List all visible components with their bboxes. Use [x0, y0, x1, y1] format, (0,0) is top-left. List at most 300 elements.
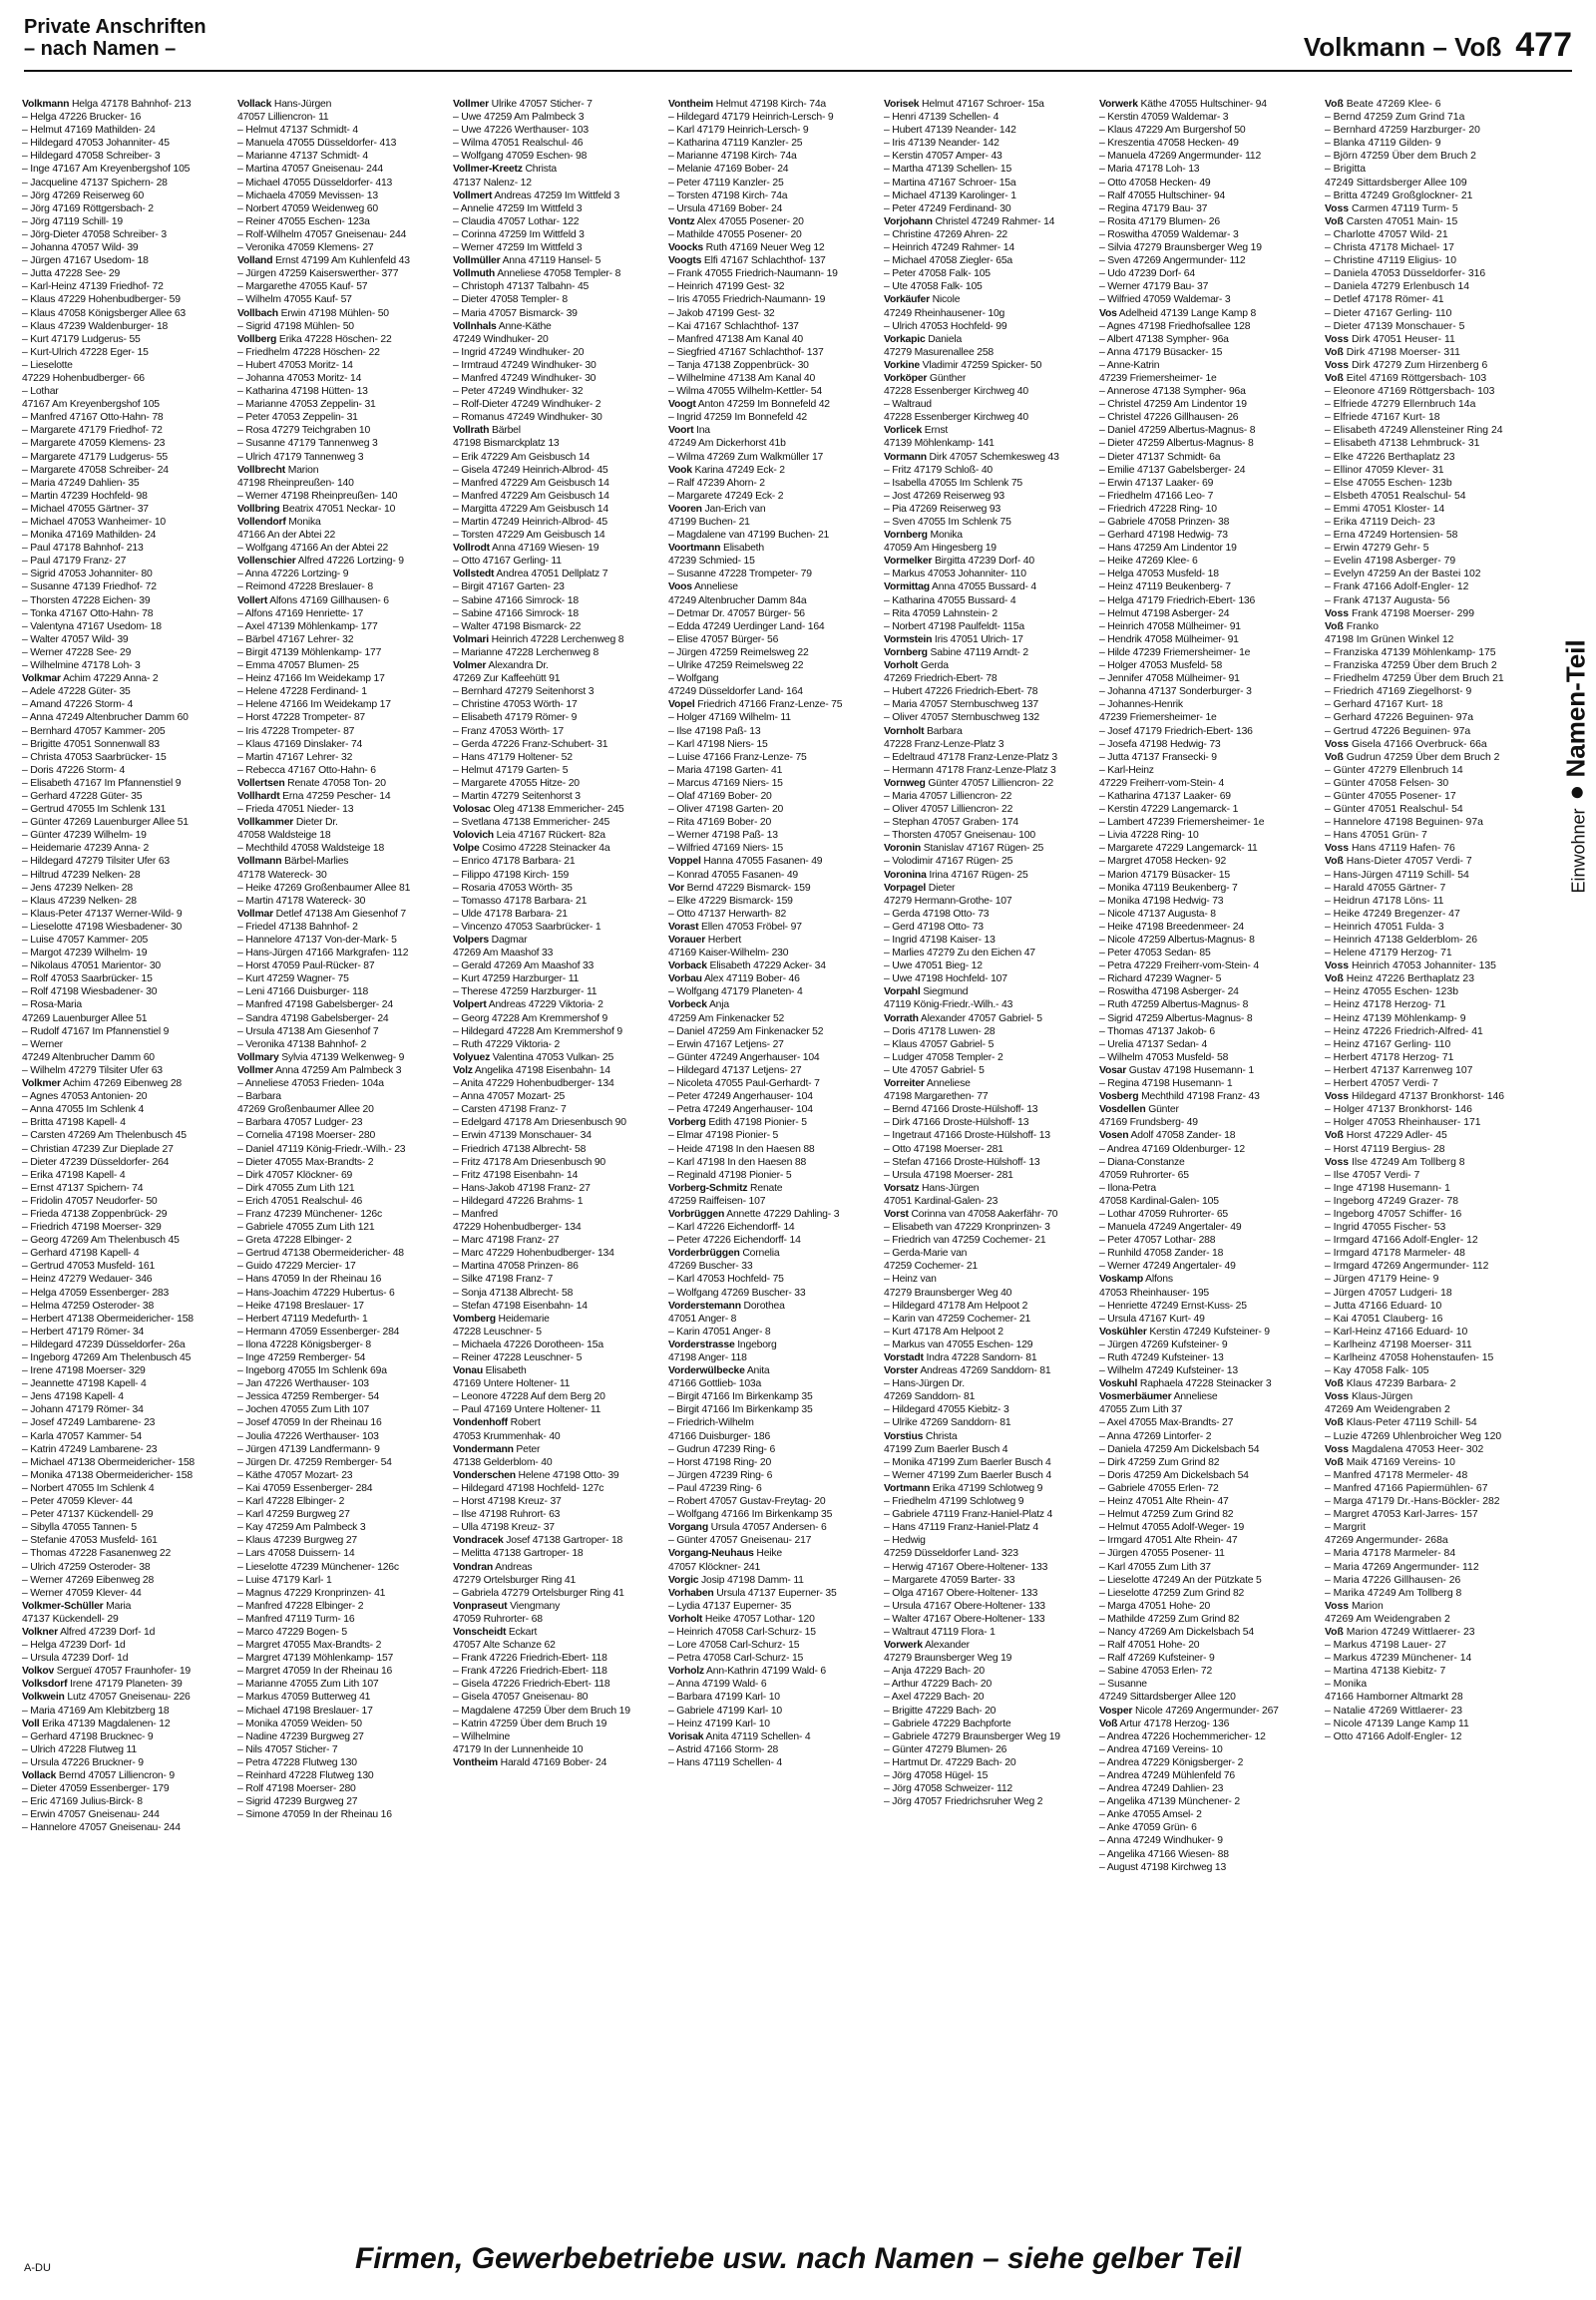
directory-entry: – Magnus 47229 Kronprinzen- 41	[237, 1587, 386, 1599]
directory-entry: – Manfred 47229 Am Geisbusch 14	[453, 477, 609, 489]
directory-entry: – Klaus 47229 Hohenbudberger- 59	[22, 294, 181, 306]
directory-entry: – Rosa 47279 Teichgraben 10	[237, 425, 371, 437]
directory-entry: – Gerald 47269 Am Maashof 33	[453, 960, 595, 972]
directory-entry: – Marianne 47198 Kirch- 74a	[668, 151, 797, 163]
directory-entry: – Uwe 47259 Am Palmbeck 3	[453, 112, 585, 124]
directory-entry: – Marlies 47279 Zu den Eichen 47	[884, 948, 1035, 959]
directory-entry: – Jennifer 47058 Mülheimer- 91	[1099, 673, 1240, 685]
directory-entry: – Magdalene 47259 Über dem Bruch 19	[453, 1705, 630, 1717]
directory-entry: – Roswitha 47059 Waldemar- 3	[1099, 228, 1239, 240]
directory-entry: – Peter 47249 Windhuker- 32	[453, 386, 584, 398]
directory-entry: – Hubert 47053 Moritz- 14	[237, 359, 353, 371]
directory-entry: Voß Horst 47229 Adler- 45	[1325, 1130, 1447, 1142]
directory-entry: – Vincenzo 47053 Saarbrücker- 1	[453, 921, 601, 933]
directory-entry: – Manfred	[453, 1208, 498, 1220]
directory-entry: – Michael 47053 Wanheimer- 10	[22, 517, 166, 528]
directory-entry: – Claudia 47057 Lothar- 122	[453, 215, 580, 227]
directory-entry: – Hildegard 47179 Heinrich-Lersch- 9	[668, 112, 834, 124]
directory-entry: Voss Magdalena 47053 Heer- 302	[1325, 1443, 1484, 1455]
directory-entry: – Marianne 47137 Schmidt- 4	[237, 151, 368, 163]
directory-entry: – Anja 47229 Bach- 20	[884, 1666, 985, 1678]
directory-entry: – Klaus 47229 Am Burgershof 50	[1099, 125, 1246, 137]
directory-entry: – Jürgen 47139 Landfermann- 9	[237, 1443, 380, 1455]
directory-entry: – Wilfried 47059 Waldemar- 3	[1099, 294, 1231, 306]
directory-entry: – Manuela 47269 Angermunder- 112	[1099, 151, 1262, 163]
directory-entry: – Eric 47169 Julius-Birck- 8	[22, 1796, 143, 1808]
directory-entry: – Inge 47259 Remberger- 54	[237, 1352, 366, 1363]
directory-entry: – Peter 47249 Angerhauser- 104	[668, 1091, 813, 1103]
directory-entry: – Elfriede 47167 Kurt- 18	[1325, 412, 1440, 424]
directory-entry: – Heidemarie 47239 Anna- 2	[22, 843, 150, 855]
directory-entry: – Jürgen 47269 Kufsteiner- 9	[1099, 1339, 1228, 1350]
directory-entry: Voß Eitel 47169 Röttgersbach- 103	[1325, 372, 1487, 384]
directory-entry: 47053 Rheinhauser- 195	[1099, 1287, 1209, 1299]
directory-entry: – Erich 47051 Realschul- 46	[237, 1195, 363, 1207]
directory-entry: – Tonka 47167 Otto-Hahn- 78	[22, 607, 154, 619]
directory-entry: – Jan 47226 Werthauser- 103	[237, 1378, 369, 1390]
directory-entry: Volkov Sergueï 47057 Fraunhofer- 19	[22, 1666, 191, 1678]
directory-entry: – Ute 47057 Gabriel- 5	[884, 1064, 985, 1076]
directory-entry: – Nicole 47259 Albertus-Magnus- 8	[1099, 935, 1255, 946]
directory-entry: – Gertrud 47055 Im Schlenk 131	[22, 804, 167, 816]
directory-entry: – Oliver 47198 Garten- 20	[668, 804, 784, 816]
directory-entry: – Ingrid 47198 Kaiser- 13	[884, 935, 996, 946]
directory-entry: 47058 Kardinal-Galen- 105	[1099, 1195, 1219, 1207]
directory-entry: Vontz Alex 47055 Posener- 20	[668, 215, 804, 227]
directory-entry: – Josef 47249 Lambarene- 23	[22, 1417, 156, 1429]
directory-entry: – Petra 47249 Angerhauser- 104	[668, 1104, 813, 1116]
directory-entry: 47269 Angermunder- 268a	[1325, 1535, 1448, 1547]
directory-entry: Vollmert Andreas 47259 Im Wittfeld 3	[453, 190, 620, 201]
directory-entry: – Torsten 47229 Am Geisbusch 14	[453, 530, 605, 542]
directory-entry: – Peter 47137 Kückendell- 29	[22, 1509, 154, 1521]
directory-entry: Voss Carmen 47119 Turm- 5	[1325, 202, 1458, 214]
directory-entry: – Evelyn 47259 An der Bastei 102	[1325, 569, 1481, 580]
directory-entry: – Oliver 47057 Lilliencron- 22	[884, 804, 1013, 816]
directory-entry: – Gabriele 47119 Franz-Haniel-Platz 4	[884, 1509, 1053, 1521]
directory-entry: – Ingeborg 47249 Grazer- 78	[1325, 1195, 1459, 1207]
directory-entry: – Herwig 47167 Obere-Holtener- 133	[884, 1561, 1048, 1573]
directory-entry: Voss Gisela 47166 Overbruck- 66a	[1325, 738, 1487, 750]
directory-entry: – Ursula 47167 Obere-Holtener- 133	[884, 1600, 1045, 1612]
directory-entry: – Wolfgang 47269 Buscher- 33	[668, 1287, 806, 1299]
directory-entry: – Dieter 47239 Düsseldorfer- 264	[22, 1156, 170, 1168]
directory-entry: Vollmar Detlef 47138 Am Giesenhof 7	[237, 908, 406, 920]
directory-entry: – Martin 47279 Seitenhorst 3	[453, 790, 581, 802]
directory-entry: – Manuela 47055 Düsseldorfer- 413	[237, 138, 397, 150]
directory-entry: – Werner 47059 Klever- 44	[22, 1587, 142, 1599]
directory-entry: Vorholt Heike 47057 Lothar- 120	[668, 1613, 815, 1625]
directory-entry: Vollmer Anna 47259 Am Palmbeck 3	[237, 1064, 402, 1076]
directory-entry: – Sigrid 47053 Johanniter- 80	[22, 569, 153, 580]
directory-entry: – Ingrid 47259 Im Bonnefeld 42	[668, 412, 807, 424]
directory-entry: Vorgic Josip 47198 Damm- 11	[668, 1574, 804, 1586]
directory-entry: – Britta 47249 Großglockner- 21	[1325, 190, 1473, 201]
directory-entry: – Lieselotte 47259 Zum Grind 82	[1099, 1587, 1245, 1599]
directory-columns	[22, 98, 1309, 2242]
directory-entry: – Veronika 47138 Bahnhof- 2	[237, 1038, 367, 1050]
directory-entry: – Marco 47229 Bogen- 5	[237, 1626, 347, 1638]
directory-entry: – Michael 47058 Ziegler- 65a	[884, 255, 1012, 267]
column-5	[884, 98, 1093, 2242]
directory-entry: 47166 Hamborner Altmarkt 28	[1325, 1692, 1463, 1704]
directory-entry: – Josef 47179 Friedrich-Ebert- 136	[1099, 725, 1253, 737]
directory-entry: – Guido 47229 Mercier- 17	[237, 1261, 356, 1273]
directory-entry: – Otto 47058 Hecken- 49	[1099, 177, 1211, 189]
directory-entry: – Jürgen 47239 Ring- 6	[668, 1469, 773, 1481]
directory-entry: – Monika	[1325, 1679, 1368, 1691]
directory-entry: – Maria 47249 Dahlien- 35	[22, 477, 140, 489]
directory-entry: Vontheim Harald 47169 Bober- 24	[453, 1756, 607, 1768]
directory-entry: – Tomasso 47178 Barbara- 21	[453, 895, 588, 907]
directory-entry: – Friedrich van 47259 Cochemer- 21	[884, 1235, 1046, 1247]
directory-entry: – Karl 47198 In den Haesen 88	[668, 1156, 807, 1168]
directory-entry: – Herbert 47179 Römer- 34	[22, 1326, 145, 1338]
directory-entry: 47239 Friemersheimer- 1e	[1099, 712, 1217, 724]
directory-entry: – Günter 47239 Wilhelm- 19	[22, 830, 147, 842]
directory-entry: – Melanie 47169 Bober- 24	[668, 164, 789, 176]
directory-entry: – Ulde 47178 Barbara- 21	[453, 908, 568, 920]
directory-entry: – Elisabeth 47167 Im Pfannenstiel 9	[22, 777, 182, 789]
directory-entry: – Norbert 47055 Im Schlenk 4	[22, 1482, 155, 1494]
directory-entry: – Else 47055 Eschen- 123b	[1325, 477, 1452, 489]
directory-entry: – Helene 47179 Herzog- 71	[1325, 948, 1452, 959]
directory-entry: – Jörg 47058 Hügel- 15	[884, 1770, 989, 1781]
directory-entry: Vorlicek Ernst	[884, 425, 949, 437]
directory-entry: – Horst 47119 Bergius- 28	[1325, 1143, 1445, 1155]
directory-entry: 47249 Sittardsberger Allee 120	[1099, 1692, 1236, 1704]
directory-entry: Vorster Andreas 47269 Sanddorn- 81	[884, 1365, 1051, 1377]
directory-entry: – Wolfgang 47059 Eschen- 98	[453, 151, 588, 163]
directory-entry: – Silvia 47279 Braunsberger Weg 19	[1099, 242, 1262, 254]
directory-entry: – Johanna 47057 Wild- 39	[22, 242, 139, 254]
directory-entry: – Helma 47259 Osteroder- 38	[22, 1300, 155, 1312]
directory-entry: – Josefa 47198 Hedwig- 73	[1099, 738, 1221, 750]
directory-entry: – Christoph 47137 Talbahn- 45	[453, 281, 590, 293]
directory-entry: Vollmer Ulrike 47057 Sticher- 7	[453, 99, 593, 110]
directory-entry: – Sabine 47166 Simrock- 18	[453, 607, 579, 619]
directory-entry: Vornberg Monika	[884, 530, 963, 542]
directory-entry: – Manfred 47249 Windhuker- 30	[453, 372, 597, 384]
directory-entry: – Monika 47138 Obermeidericher- 158	[22, 1469, 193, 1481]
directory-entry: – Werner 47199 Zum Baerler Busch 4	[884, 1469, 1052, 1481]
directory-entry: – Marika 47249 Am Tollberg 8	[1325, 1587, 1462, 1599]
directory-entry: – Michael 47055 Düsseldorfer- 413	[237, 177, 393, 189]
directory-entry: – Sibylla 47055 Tannen- 5	[22, 1522, 137, 1534]
directory-entry: – Johannes-Henrik	[1099, 699, 1183, 711]
directory-entry: – Elsbeth 47051 Realschul- 54	[1325, 490, 1466, 502]
directory-entry: – Holger 47053 Musfeld- 58	[1099, 660, 1223, 672]
directory-entry: – Gabriele 47279 Braunsberger Weg 19	[884, 1730, 1060, 1742]
directory-entry: – Siegfried 47167 Schlachthof- 137	[668, 346, 824, 358]
directory-entry: – Margarete 47249 Eck- 2	[668, 490, 784, 502]
directory-entry: – Herbert 47138 Obermeidericher- 158	[22, 1313, 194, 1325]
directory-entry: – Jürgen Dr. 47259 Remberger- 54	[237, 1456, 392, 1468]
directory-entry: – Martin 47249 Heinrich-Albrod- 45	[453, 517, 607, 528]
directory-entry: – Katrin 47249 Lambarene- 23	[22, 1443, 158, 1455]
directory-entry: Vollenschier Alfred 47226 Lortzing- 9	[237, 556, 404, 568]
directory-entry: Voss Ilse 47249 Am Tollberg 8	[1325, 1156, 1465, 1168]
directory-entry: – Marcus 47169 Niers- 15	[668, 777, 783, 789]
column-3	[453, 98, 662, 2242]
directory-entry: – Wilhelmine 47138 Am Kanal 40	[668, 372, 816, 384]
directory-entry: Voss Heinrich 47053 Johanniter- 135	[1325, 960, 1496, 972]
directory-entry: – Susanne 47179 Tannenweg 3	[237, 438, 378, 450]
directory-entry: – Christel 47226 Gillhausen- 26	[1099, 412, 1239, 424]
directory-entry: – Margarete 47055 Hitze- 20	[453, 777, 580, 789]
directory-entry: – Gerda 47226 Franz-Schubert- 31	[453, 738, 608, 750]
directory-entry: – Wolfgang 47166 Im Birkenkamp 35	[668, 1509, 833, 1521]
directory-entry: – Jörg 47169 Röttgersbach- 2	[22, 202, 154, 214]
directory-entry: – Elke 47229 Bismarck- 159	[668, 895, 793, 907]
directory-entry: – Heinz 47167 Gerling- 110	[1325, 1038, 1451, 1050]
directory-entry: 47239 Schmied- 15	[668, 556, 755, 568]
directory-entry: – Gerhard 47226 Beguinen- 97a	[1325, 712, 1474, 724]
directory-entry: – Erwin 47167 Letjens- 27	[668, 1038, 784, 1050]
directory-entry: – Enrico 47178 Barbara- 21	[453, 856, 576, 868]
directory-entry: – Ingeborg 47055 Im Schlenk 69a	[237, 1365, 387, 1377]
directory-entry: Vosdellen Günter	[1099, 1104, 1179, 1116]
directory-entry: – Carsten 47198 Franz- 7	[453, 1104, 567, 1116]
directory-entry: – Monika 47199 Zum Baerler Busch 4	[884, 1456, 1051, 1468]
directory-entry: Volmari Heinrich 47228 Lerchenweg 8	[453, 633, 624, 645]
directory-entry: – Edda 47249 Uerdinger Land- 164	[668, 620, 825, 632]
directory-entry: – Heinz 47279 Wedauer- 346	[22, 1274, 153, 1286]
directory-entry: – Ilona 47228 Königsberger- 8	[237, 1339, 371, 1350]
directory-entry: – Margarethe 47055 Kauf- 57	[237, 281, 368, 293]
directory-entry: – Gisela 47249 Heinrich-Albrod- 45	[453, 464, 608, 476]
directory-entry: – Rosa-Maria	[22, 999, 82, 1011]
directory-entry: – Barbara	[237, 1091, 281, 1103]
directory-entry: – Ulrike 47259 Reimelsweg 22	[668, 660, 804, 672]
directory-entry: 47229 Hohenbudberger- 134	[453, 1222, 582, 1234]
directory-entry: – Amand 47226 Storm- 4	[22, 699, 134, 711]
directory-entry: – Heinz 47119 Beukenberg- 7	[1099, 581, 1231, 593]
directory-entry: – Veronika 47059 Klemens- 27	[237, 242, 374, 254]
directory-entry: – Rita 47169 Bober- 20	[668, 817, 772, 829]
directory-entry: – Johann 47179 Römer- 34	[22, 1404, 144, 1416]
directory-entry: – Uwe 47198 Hochfeld- 107	[884, 973, 1007, 985]
directory-entry: – Margarete 47059 Barter- 33	[884, 1574, 1015, 1586]
directory-entry: – Luise 47166 Franz-Lenze- 75	[668, 751, 807, 763]
directory-entry: Vorsatz Hans-Jürgen	[884, 1182, 980, 1194]
directory-entry: – Martina 47138 Kiebitz- 7	[1325, 1666, 1446, 1678]
directory-entry: – Jessica 47259 Remberger- 54	[237, 1391, 380, 1403]
directory-entry: – Käthe 47057 Mozart- 23	[237, 1469, 353, 1481]
directory-entry: 47249 Rheinhausener- 10g	[884, 307, 1005, 319]
directory-entry: – Maria 47178 Loh- 13	[1099, 164, 1200, 176]
directory-entry: Vollmüller Anna 47119 Hansel- 5	[453, 255, 601, 267]
directory-entry: 47166 Gottlieb- 103a	[668, 1378, 762, 1390]
directory-entry: – Josef 47059 In der Rheinau 16	[237, 1417, 382, 1429]
directory-entry: – Gertrud 47053 Musfeld- 161	[22, 1261, 156, 1273]
directory-entry: – Lieselotte	[22, 359, 73, 371]
directory-entry: 47249 Düsseldorfer Land- 164	[668, 686, 803, 698]
column-2	[237, 98, 447, 2242]
directory-entry: – Roswitha 47198 Asberger- 24	[1099, 986, 1239, 998]
directory-entry: – Werner 47179 Bau- 37	[1099, 281, 1209, 293]
directory-entry: Voronina Irina 47167 Rügen- 25	[884, 869, 1028, 881]
directory-entry: Vonau Elisabeth	[453, 1365, 527, 1377]
directory-entry: – Doris 47178 Luwen- 28	[884, 1025, 996, 1037]
directory-entry: – Thomas 47137 Jakob- 6	[1099, 1025, 1215, 1037]
directory-entry: – Ralf 47051 Hohe- 20	[1099, 1640, 1200, 1652]
directory-entry: – Helmut 47137 Schmidt- 4	[237, 125, 358, 137]
directory-entry: – Rosita 47179 Blumen- 26	[1099, 215, 1220, 227]
directory-entry: – Gerd 47198 Otto- 73	[884, 921, 984, 933]
directory-entry: – Markus van 47055 Eschen- 129	[884, 1339, 1033, 1350]
directory-entry: – Reiner 47055 Eschen- 123a	[237, 215, 370, 227]
directory-entry: – Hans-Joachim 47229 Hubertus- 6	[237, 1287, 395, 1299]
directory-entry: Voss Dirk 47051 Heuser- 11	[1325, 333, 1455, 345]
directory-entry: – Erna 47249 Hortensien- 58	[1325, 530, 1458, 542]
directory-entry: 47279 Hermann-Grothe- 107	[884, 895, 1012, 907]
directory-entry: – Britta 47198 Kapell- 4	[22, 1117, 126, 1129]
directory-entry: – Nicole 47137 Augusta- 8	[1099, 908, 1216, 920]
directory-entry: – Kurt 47178 Am Helpoot 2	[884, 1326, 1003, 1338]
directory-entry: – Mathilde 47055 Posener- 20	[668, 228, 802, 240]
directory-entry: – Wilhelmine 47178 Loh- 3	[22, 660, 141, 672]
directory-entry: Volkmer-Schüller Maria	[22, 1600, 132, 1612]
directory-entry: – Henriette 47249 Ernst-Kuss- 25	[1099, 1300, 1247, 1312]
directory-entry: – Herbert 47137 Karrenweg 107	[1325, 1064, 1473, 1076]
directory-entry: 47179 In der Lunnenheide 10	[453, 1743, 584, 1755]
directory-entry: – Hermann 47059 Essenberger- 284	[237, 1326, 400, 1338]
directory-entry: – Herbert 47119 Medefurth- 1	[237, 1313, 368, 1325]
directory-entry: – Gabriele 47199 Karl- 10	[668, 1705, 782, 1717]
directory-entry: – Nils 47057 Sticher- 7	[237, 1743, 338, 1755]
directory-entry: Vosberg Mechthild 47198 Franz- 43	[1099, 1091, 1260, 1103]
directory-entry: – Anna 47055 Im Schlenk 4	[22, 1104, 145, 1116]
directory-entry: Vorjohann Christel 47249 Rahmer- 14	[884, 215, 1055, 227]
directory-entry: – Daniel 47259 Am Finkenacker 52	[668, 1025, 824, 1037]
directory-entry: – Ruth 47249 Kufsteiner- 13	[1099, 1352, 1224, 1363]
directory-entry: 47198 Anger- 118	[668, 1352, 747, 1363]
directory-entry: – Peter 47058 Falk- 105	[884, 268, 991, 280]
directory-entry: – Klaus 47058 Königsberger Allee 63	[22, 307, 186, 319]
directory-entry: – Jens 47239 Nelken- 28	[22, 882, 133, 894]
directory-entry: 47249 Altenbrucher Damm 60	[22, 1051, 155, 1063]
directory-entry: – Klaus-Peter 47137 Werner-Wild- 9	[22, 908, 183, 920]
directory-entry: – Ulrich 47053 Hochfeld- 99	[884, 320, 1007, 332]
directory-entry: – Andrea 47169 Vereins- 10	[1099, 1743, 1223, 1755]
section-subtitle: – nach Namen –	[24, 38, 177, 60]
directory-entry: – Anna 47249 Altenbrucher Damm 60	[22, 712, 189, 724]
directory-entry: – Wilhelm 47249 Kufsteiner- 13	[1099, 1365, 1238, 1377]
directory-entry: 47249 Am Dickerhorst 41b	[668, 438, 786, 450]
directory-entry: 47166 An der Abtei 22	[237, 530, 336, 542]
directory-entry: – Elfriede 47279 Ellernbruch 14a	[1325, 399, 1476, 411]
directory-entry: – Urelia 47137 Sedan- 4	[1099, 1038, 1208, 1050]
directory-entry: 47228 Leuschner- 5	[453, 1326, 542, 1338]
directory-entry: Vollkammer Dieter Dr.	[237, 817, 338, 829]
directory-entry: – Heinz 47178 Herzog- 71	[1325, 999, 1446, 1011]
directory-entry: – Isabella 47055 Im Schlenk 75	[884, 477, 1022, 489]
directory-entry: Voss Hans 47119 Hafen- 76	[1325, 843, 1455, 855]
page-header	[24, 14, 1572, 72]
directory-entry: – Michael 47055 Gärtner- 37	[22, 503, 149, 515]
directory-entry: – Martin 47178 Watereck- 30	[237, 895, 366, 907]
directory-entry: – Ursula 47239 Dorf- 1d	[22, 1653, 129, 1665]
directory-entry: – Oliver 47057 Sternbuschweg 132	[884, 712, 1039, 724]
directory-entry: Vomberg Heidemarie	[453, 1313, 550, 1325]
directory-entry: – Wilhelm 47055 Kauf- 57	[237, 294, 352, 306]
directory-entry: – Marga 47051 Hohe- 20	[1099, 1600, 1211, 1612]
directory-entry: – Rolf 47198 Wiesbadener- 30	[22, 986, 158, 998]
directory-entry: Voß Klaus 47239 Barbara- 2	[1325, 1378, 1456, 1390]
directory-entry: – Gerhard 47198 Kapell- 4	[22, 1248, 140, 1260]
directory-entry: – Anna 47226 Lortzing- 9	[237, 569, 349, 580]
directory-entry: Vormittag Anna 47055 Bussard- 4	[884, 581, 1037, 593]
directory-entry: – Sandra 47198 Gabelsberger- 24	[237, 1012, 389, 1024]
directory-entry: – Hans 47179 Holtener- 52	[453, 751, 573, 763]
directory-entry: – Hildegard 47055 Kiebitz- 3	[884, 1404, 1009, 1416]
directory-entry: – Werner 47269 Eibenweg 28	[22, 1574, 155, 1586]
directory-entry: – Regina 47179 Bau- 37	[1099, 202, 1208, 214]
directory-entry: – Dieter 47137 Schmidt- 6a	[1099, 451, 1221, 463]
directory-entry: Vornberg Sabine 47119 Arndt- 2	[884, 646, 1028, 658]
directory-entry: – Jürgen 47179 Heine- 9	[1325, 1274, 1439, 1286]
directory-entry: Voocks Ruth 47169 Neuer Weg 12	[668, 242, 825, 254]
directory-entry: – Ruth 47259 Albertus-Magnus- 8	[1099, 999, 1249, 1011]
directory-entry: – Marianne 47053 Zeppelin- 31	[237, 399, 376, 411]
directory-entry: – Rolf-Wilhelm 47057 Gneisenau- 244	[237, 228, 407, 240]
directory-entry: – Friedhelm 47166 Leo- 7	[1099, 490, 1214, 502]
directory-entry: – Erik 47229 Am Geisbusch 14	[453, 451, 591, 463]
directory-entry: 47055 Zum Lith 37	[1099, 1404, 1183, 1416]
directory-entry: – Ulrich 47228 Flutweg 11	[22, 1743, 137, 1755]
directory-entry: – Christine 47119 Eligius- 10	[1325, 255, 1457, 267]
directory-entry: Vollack Hans-Jürgen	[237, 99, 332, 110]
directory-entry: – Dieter 47167 Gerling- 110	[1325, 307, 1452, 319]
directory-entry: – Rebecca 47167 Otto-Hahn- 6	[237, 764, 376, 776]
directory-entry: – Katharina 47137 Laaker- 69	[1099, 790, 1231, 802]
directory-entry: – Richard 47239 Wagner- 5	[1099, 973, 1222, 985]
directory-entry: – Manfred 47228 Elbinger- 2	[237, 1600, 364, 1612]
directory-entry: 47169 Kaiser-Wilhelm- 230	[668, 948, 789, 959]
directory-entry: – Karin van 47259 Cochemer- 21	[884, 1313, 1031, 1325]
directory-entry: – Werner 47198 Paß- 13	[668, 830, 778, 842]
directory-entry: – Horst 47059 Paul-Rücker- 87	[237, 960, 375, 972]
directory-entry: – Jörg-Dieter 47058 Schreiber- 3	[22, 228, 167, 240]
directory-entry: – Arthur 47229 Bach- 20	[884, 1679, 993, 1691]
directory-entry: – Irmgard 47269 Angermunder- 112	[1325, 1261, 1489, 1273]
directory-entry: – Heinz 47199 Karl- 10	[668, 1718, 770, 1729]
directory-entry: – Adele 47228 Güter- 35	[22, 686, 131, 698]
directory-entry: – Thorsten 47228 Eichen- 39	[22, 594, 151, 606]
directory-entry: – Ursula 47167 Kurt- 49	[1099, 1313, 1205, 1325]
directory-entry: Vornweg Günter 47057 Lilliencron- 22	[884, 777, 1053, 789]
directory-entry: – Heinz 47055 Eschen- 123b	[1325, 986, 1459, 998]
directory-entry: – Friedrich-Wilhelm	[668, 1417, 754, 1429]
directory-entry: – Dirk 47057 Klöckner- 69	[237, 1169, 353, 1181]
directory-entry: – Hendrik 47058 Mülheimer- 91	[1099, 633, 1239, 645]
directory-entry: – Klaus 47239 Nelken- 28	[22, 895, 137, 907]
directory-entry: – Ulla 47198 Kreuz- 37	[453, 1522, 555, 1534]
directory-entry: – Ernst 47137 Spichern- 74	[22, 1182, 144, 1194]
directory-entry: – Irmtraud 47249 Windhuker- 30	[453, 359, 597, 371]
directory-entry: – Monika 47198 Hedwig- 73	[1099, 895, 1224, 907]
directory-entry: – Paul 47169 Untere Holtener- 11	[453, 1404, 601, 1416]
directory-entry: – Ludger 47058 Templer- 2	[884, 1051, 1003, 1063]
directory-entry: – Dieter 47058 Templer- 8	[453, 294, 568, 306]
directory-entry: Vollbring Beatrix 47051 Neckar- 10	[237, 503, 396, 515]
directory-entry: – Hartmut Dr. 47229 Bach- 20	[884, 1756, 1016, 1768]
directory-entry: Voss Frank 47198 Moerser- 299	[1325, 607, 1474, 619]
directory-entry: – Wolfgang	[668, 673, 719, 685]
directory-entry: – Michaela 47059 Mevissen- 13	[237, 190, 378, 201]
directory-entry: – Therese 47259 Harzburger- 11	[453, 986, 598, 998]
